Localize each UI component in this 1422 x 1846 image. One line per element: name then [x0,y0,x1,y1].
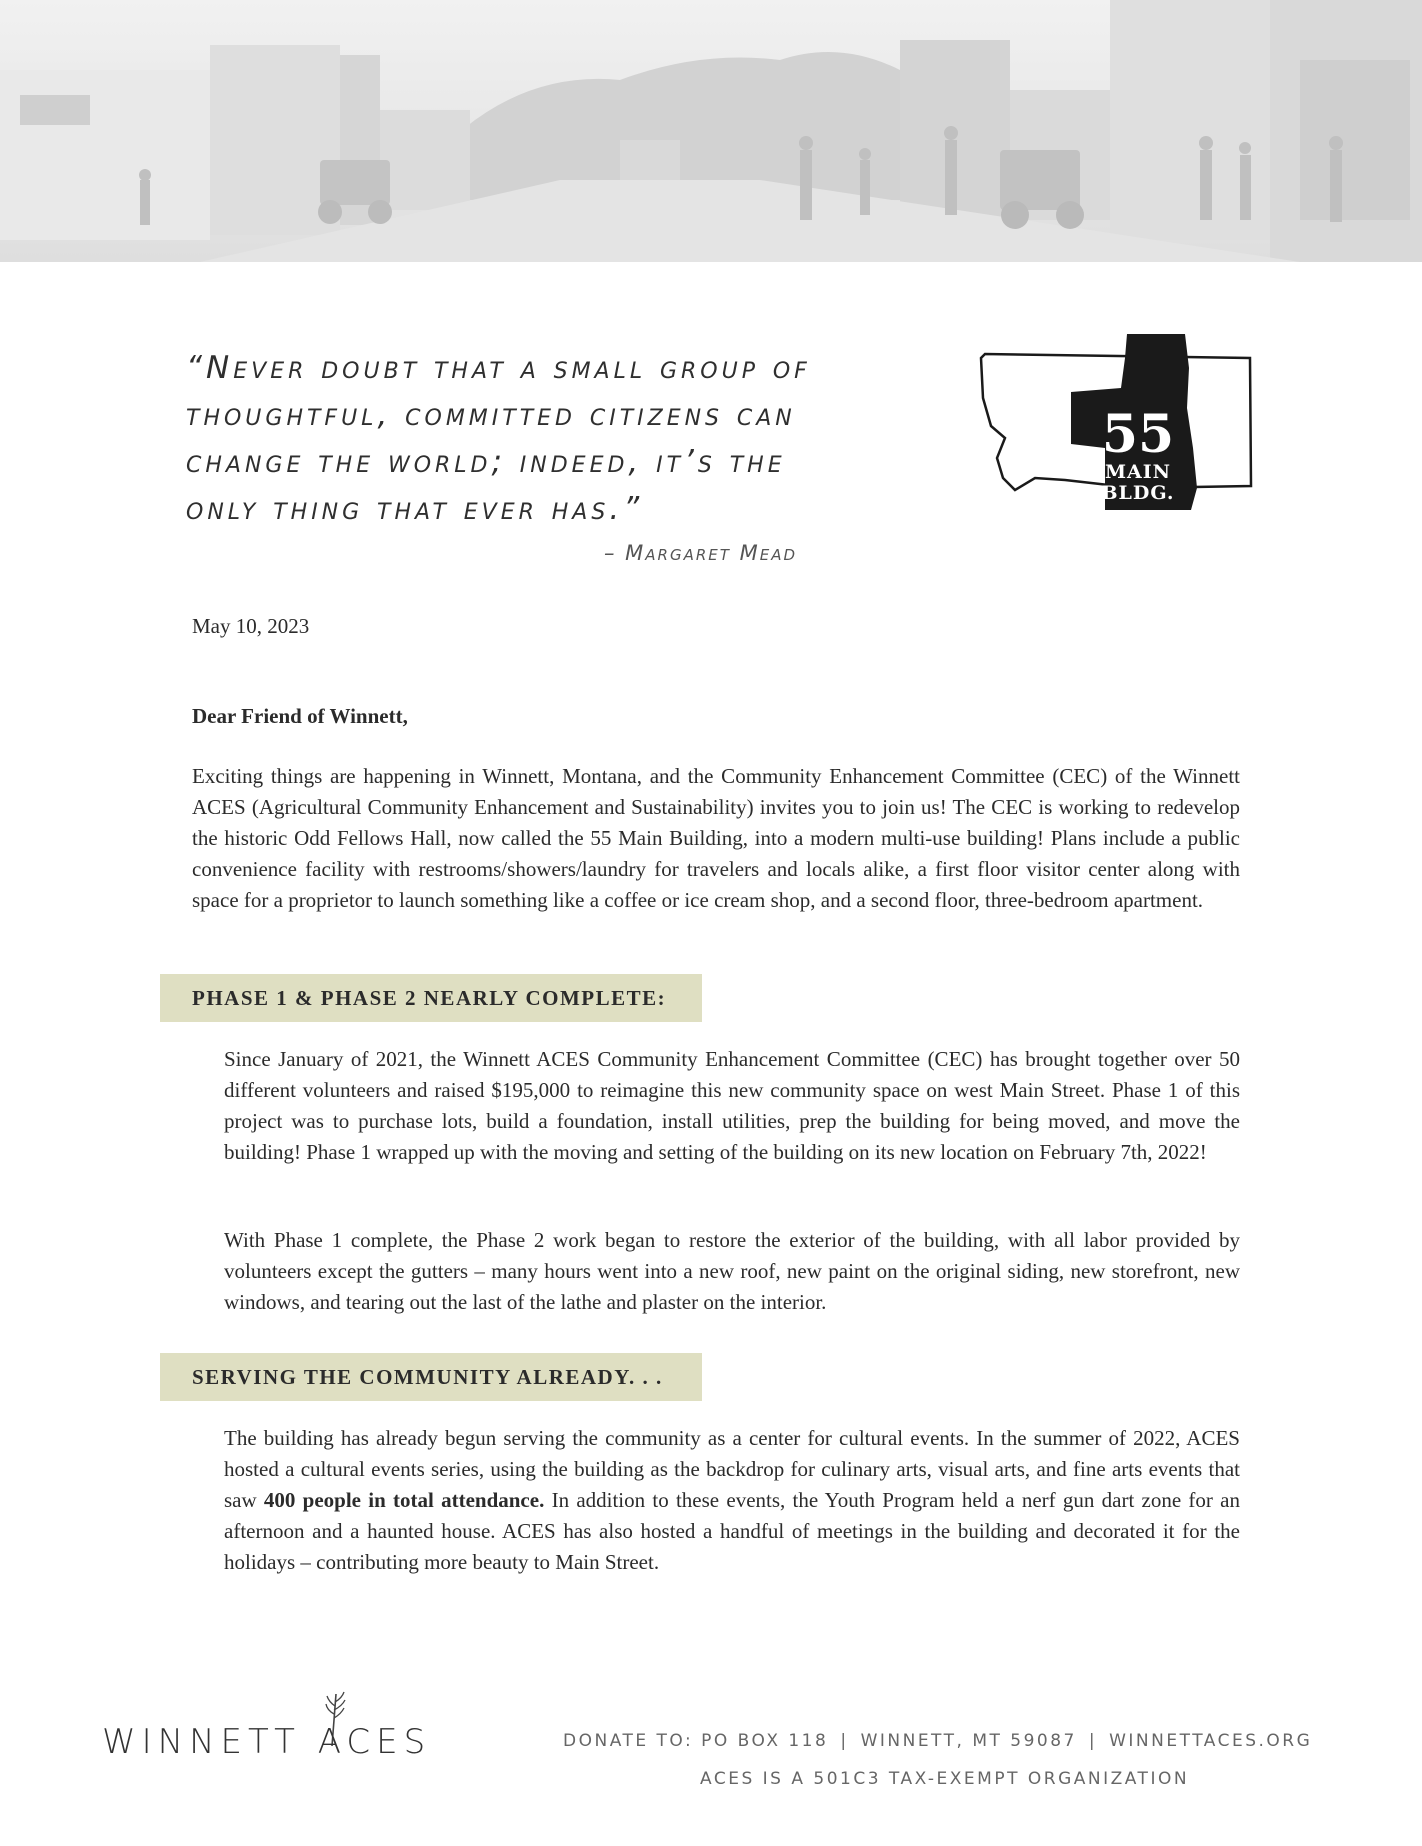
separator: | [840,1731,849,1751]
donate-address: DONATE TO: PO BOX 118 [563,1731,829,1751]
quote-block [186,345,946,533]
serving-text-start: The building has already begun serving the community as a center for cultural events. In the summer of 2022, ACES hosted a cultural events series, using the building as the backdrop for culinary arts, visual arts, and fine arts events that saw [224,1426,1240,1512]
logo-text-bldg: BLDG. [1101,482,1175,504]
55-main-building-logo [975,328,1255,523]
logo-text-main: MAIN [1104,461,1172,483]
section-heading-phases: PHASE 1 & PHASE 2 NEARLY COMPLETE: [160,974,702,1022]
phase1-paragraph: Since January of 2021, the Winnett ACES Community Enhancement Committee (CEC) has brought together over 50 different volunteers and raised $195,000 to reimagine this new community space on west Main Street. Phase 1 of this project was to purchase lots, build a foundation, install utilities, prep the building for being moved, and move the building! Phase 1 wrapped up with the moving and setting of the building on its new location on February 7th, 2022! [224,1047,1240,1164]
attendance-highlight: 400 people in total attendance. [263,1488,545,1512]
phase2-paragraph: With Phase 1 complete, the Phase 2 work began to restore the exterior of the building, with all labor provided by volunteers except the gutters – many hours went into a new roof, new paint on the original siding, new storefront, new windows, and tearing out the last of the lathe and plaster on the interior. [224,1228,1240,1314]
winnett-aces-logo: WINNETT ACES [102,1722,432,1762]
separator: | [1088,1731,1098,1751]
logo-number: 55 [1101,404,1175,465]
tax-status-line: ACES IS A 501C3 TAX-EXEMPT ORGANIZATION [700,1769,1190,1789]
intro-paragraph: Exciting things are happening in Winnett, Montana, and the Community Enhancement Committee (CEC) of the Winnett ACES (Agricultural Community Enhancement and Sustainability) invites you to join us! The CEC is working to redevelop the historic Odd Fellows Hall, now called the 55 Main Building, into a modern multi-use building! Plans include a public convenience facility with restrooms/showers/laundry for travelers and locals alike, a first floor visitor center along with space for a proprietor to launch something like a coffee or ice cream shop, and a second floor, three-bedroom apartment. [192,764,1240,912]
city-state-zip: WINNETT, MT 59087 [860,1731,1077,1751]
letter-date: May 10, 2023 [192,614,310,638]
section-heading-serving: SERVING THE COMMUNITY ALREADY. . . [160,1353,702,1401]
quote-line: thoughtful, committed citizens can [186,397,796,433]
header-banner-photo [0,0,1422,262]
quote-line: change the world; indeed, it’s the [186,444,786,480]
serving-text-end: In addition to these events, the Youth Program held a nerf gun dart zone for an afternoon and a haunted house. ACES has also hosted a handful of meetings in the building and decorated it for the holidays – contributing more beauty to Main Street. [224,1488,1240,1574]
quote-author: – Margaret Mead [604,541,798,565]
quote-line: only thing that ever has.” [186,491,644,527]
montana-map-icon [975,328,1255,518]
quote-line: “Never doubt that a small group of [186,350,811,386]
website-link[interactable]: WINNETTACES.ORG [1109,1731,1313,1751]
historic-street-illustration [0,0,1422,262]
letter-salutation: Dear Friend of Winnett, [192,704,408,728]
serving-paragraph [224,1423,1240,1578]
footer-contact-line [563,1731,1312,1751]
